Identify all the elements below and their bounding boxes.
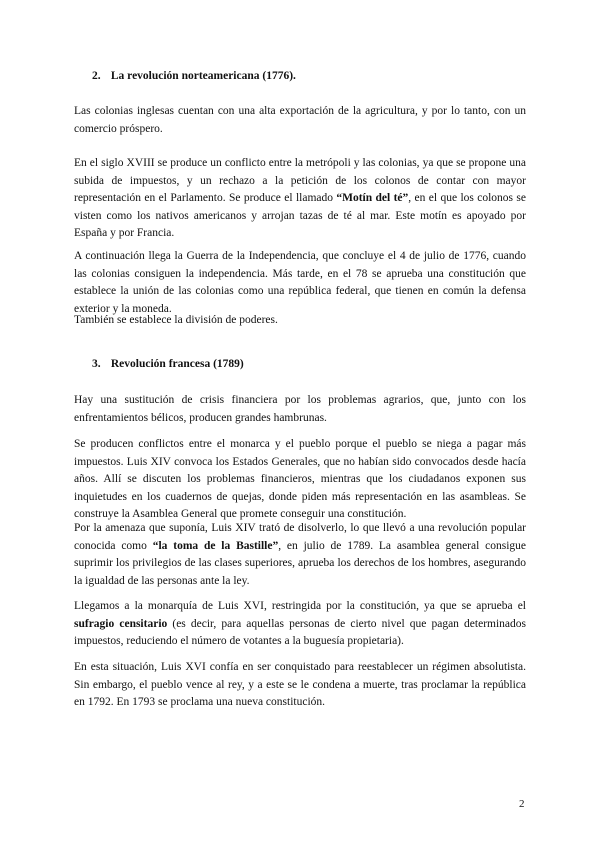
- s2-paragraph-4: También se establece la división de poderes.: [74, 314, 278, 326]
- s3-paragraph-2: Se producen conflictos entre el monarca y el pueblo porque el pueblo se niega a pagar más impuestos. Luis XIV convoca los Estados Generales, que no habían sido convocados desde hacía años. Allí se discuten los problemas financieros, mientras que los ciudadanos exponen sus inquietudes en los cuadernos de quejas, donde piden más representación en las asambleas. Se construye la Asamblea General que promete conseguir una constitución.: [74, 438, 526, 521]
- s2-p2-text-before: En el siglo XVIII se produce un conflicto entre la metrópoli y las colonias, ya que se propone una subida de impuestos, y un rechazo a la petición de los colonos de contar con mayor representación en el Parlamento. Se produce el llamado: [74, 157, 526, 205]
- toma-de-la-bastille-term: “la toma de la Bastille”: [152, 539, 279, 552]
- s2-paragraph-1: Las colonias inglesas cuentan con una alta exportación de la agricultura, y por lo tanto, con un comercio próspero.: [74, 105, 526, 135]
- s3-p3-text-after: , en julio de 1789. La asamblea general consigue suprimir los privilegios de las clases superiores, aprueba los derechos de los hombres, asegurando la igualdad de las personas ante la ley.: [74, 539, 527, 587]
- page-number: 2: [519, 798, 525, 810]
- section-3-title: Revolución francesa (1789): [110, 358, 244, 370]
- s2-paragraph-2: [74, 155, 526, 243]
- section-3-number: 3.: [92, 358, 101, 370]
- s3-p3-text-before: Por la amenaza que suponía, Luis XIV trató de disolverlo, lo que llevó a una revolución popular conocida como: [74, 522, 526, 552]
- sufragio-censitario-term: sufragio censitario: [74, 617, 168, 630]
- s2-p2-text-after: , en el que los colonos se visten como los nativos americanos y arrojan tazas de té al mar. Este motín es apoyado por España y por Francia.: [74, 192, 526, 240]
- s3-paragraph-3: [74, 520, 526, 590]
- section-2-heading: [92, 70, 296, 82]
- s3-paragraph-4: [74, 598, 526, 651]
- s3-paragraph-1: Hay una sustitución de crisis financiera por los problemas agrarios, que, junto con los enfrentamientos bélicos, producen grandes hambrunas.: [74, 394, 526, 424]
- section-2-title: La revolución norteamericana (1776).: [110, 70, 296, 82]
- motin-del-te-term: “Motín del té”: [336, 192, 409, 205]
- section-2-number: 2.: [92, 70, 101, 82]
- s3-p4-text-before: Llegamos a la monarquía de Luis XVI, restringida por la constitución, ya que se aprueba el: [74, 600, 526, 612]
- s3-p4-text-after: (es decir, para aquellas personas de cierto nivel que pagan determinados impuestos, reduciendo el número de votantes a la buguesía propietaria).: [74, 617, 526, 648]
- s3-paragraph-5: En esta situación, Luis XVI confía en ser conquistado para reestablecer un régimen absolutista. Sin embargo, el pueblo vence al rey, y a este se le condena a muerte, tras proclamar la república en 1792. En 1793 se proclama una nueva constitución.: [74, 661, 526, 709]
- section-3-heading: [92, 358, 244, 370]
- s2-paragraph-3: A continuación llega la Guerra de la Independencia, que concluye el 4 de julio de 1776, cuando las colonias consiguen la independencia. Más tarde, en el 78 se aprueba una constitución que establece la unión de las colonias como una república federal, que tienen en común la defensa exterior y la moneda.: [74, 250, 526, 315]
